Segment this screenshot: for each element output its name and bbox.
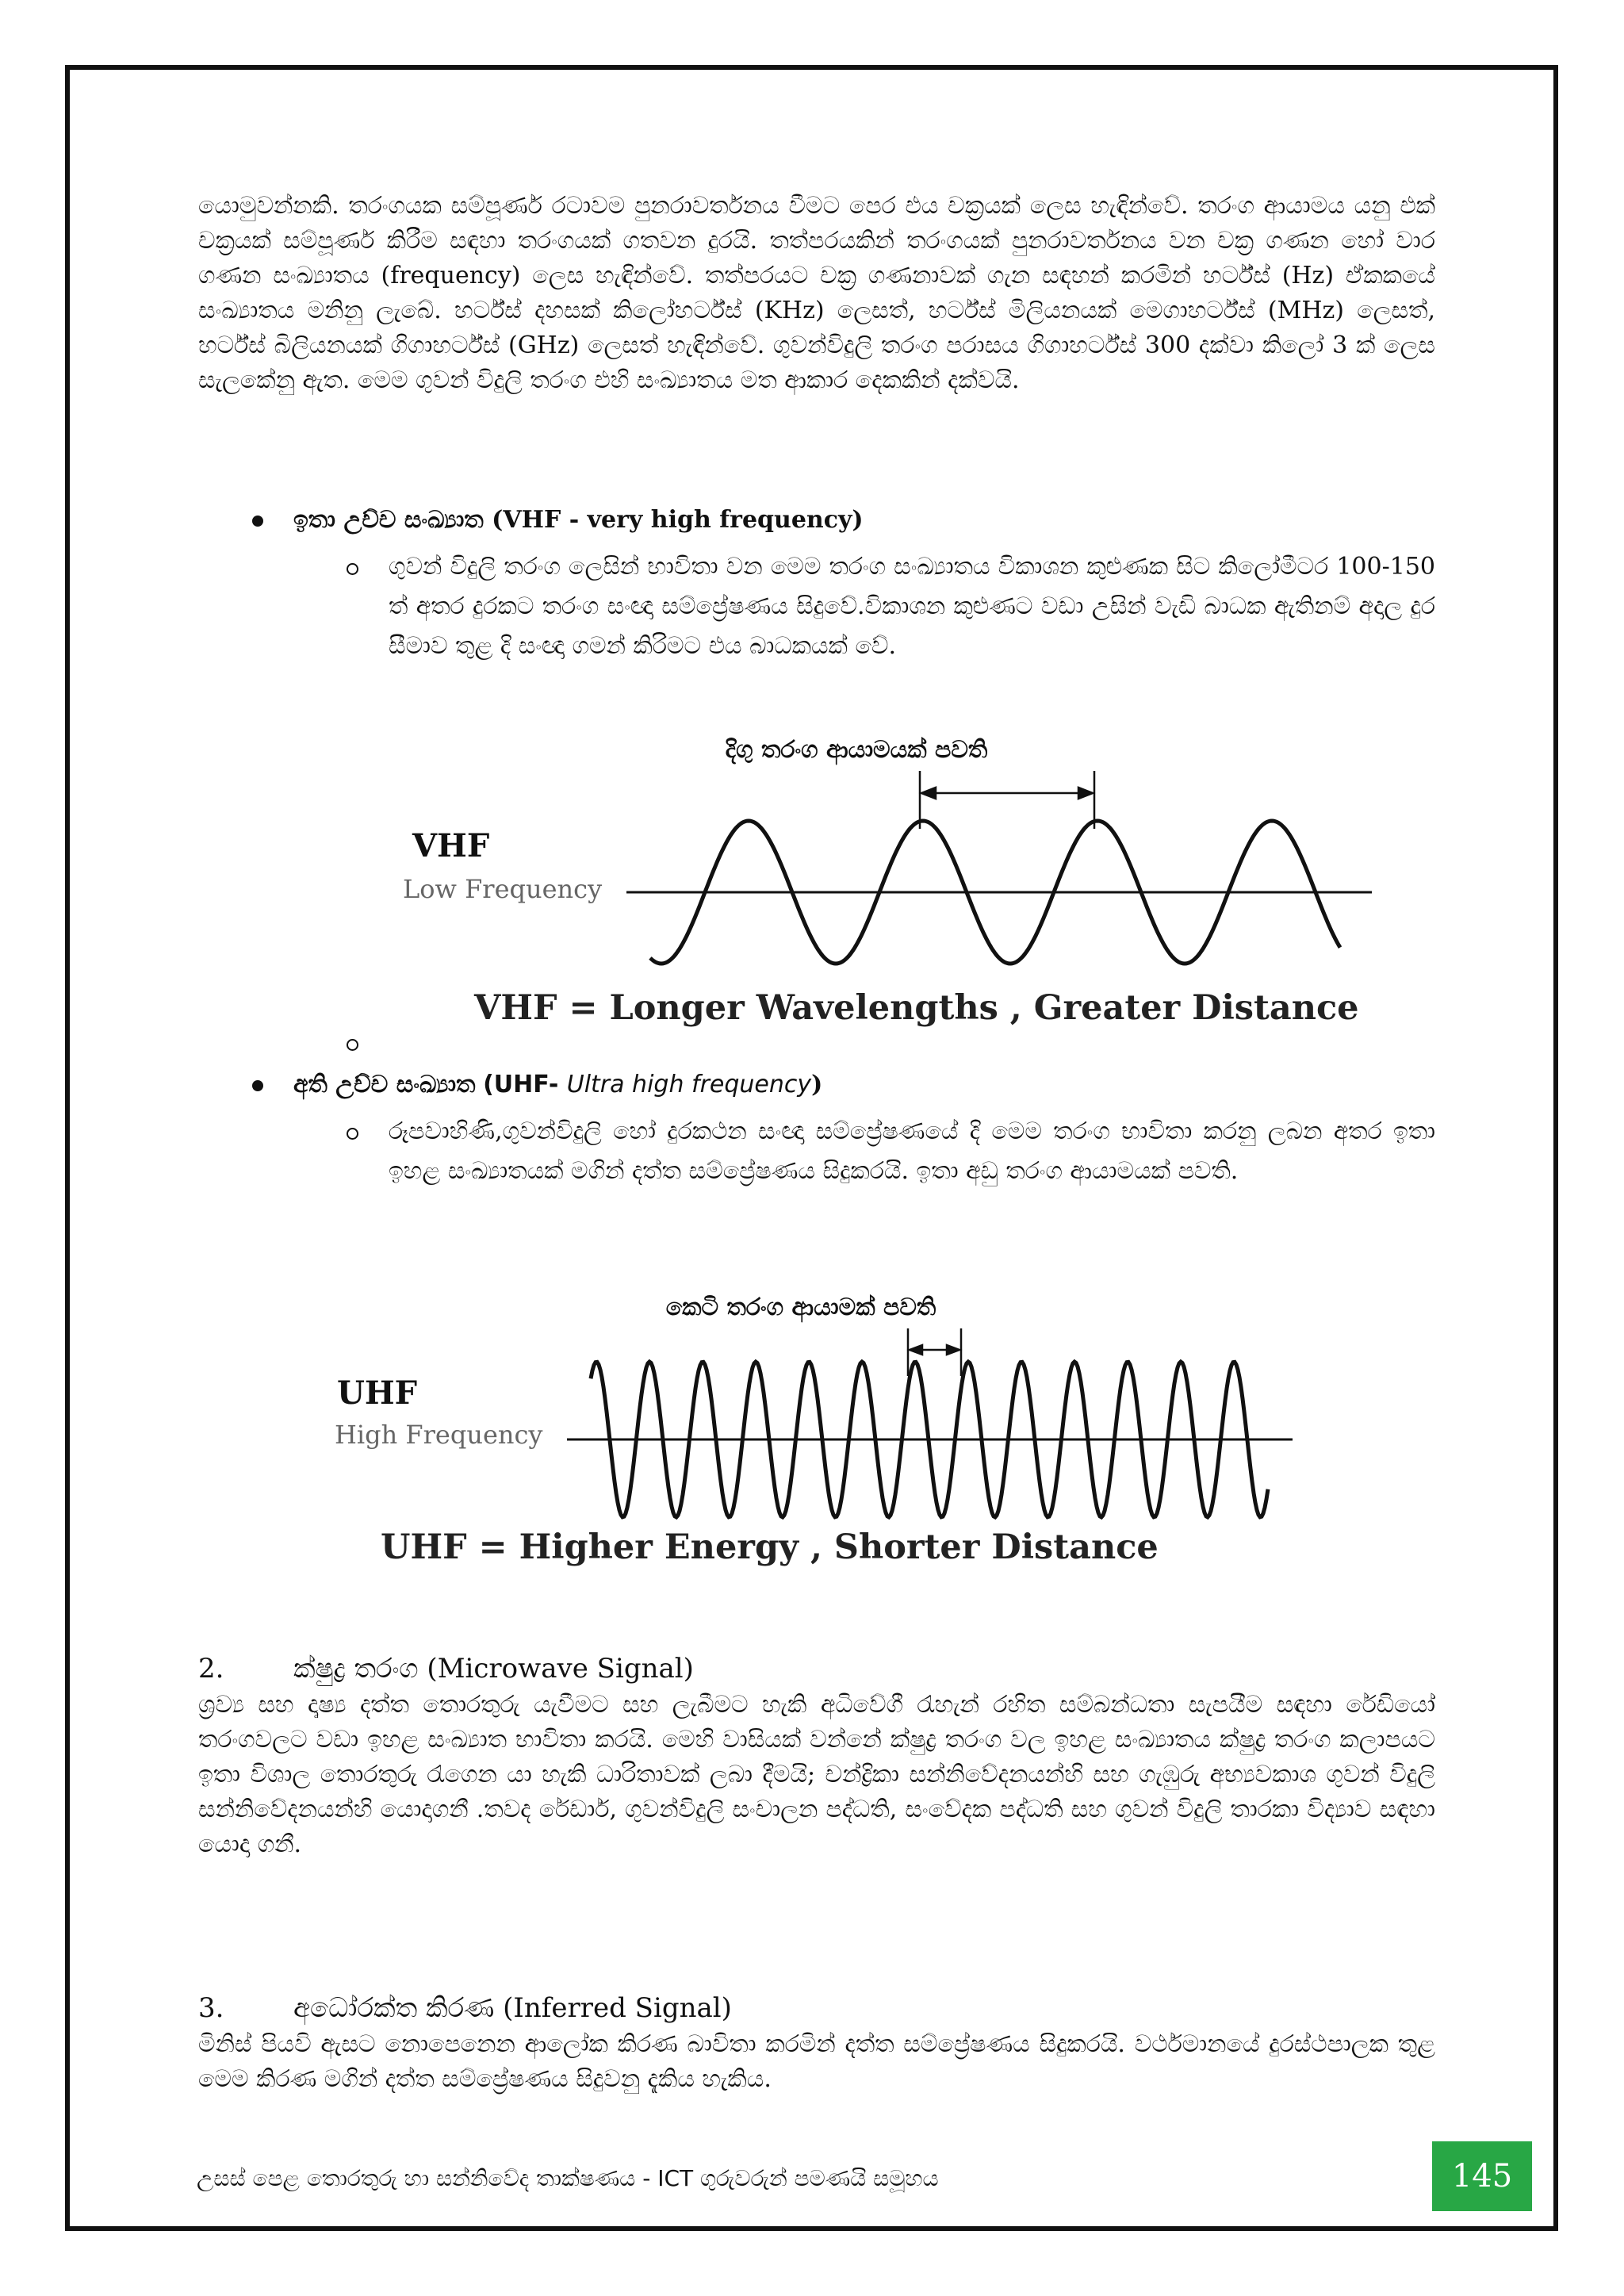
uhf-bullet-dot	[252, 1080, 263, 1091]
vhf-sublabel: Low Frequency	[403, 874, 603, 904]
uhf-sub-marker	[347, 1128, 358, 1140]
vhf-heading: ඉතා උච්ච සංඛ්‍යාත (VHF - very high frequency)	[293, 506, 864, 534]
vhf-empty-marker	[347, 1039, 358, 1051]
uhf-caption: UHF = Higher Energy , Shorter Distance	[381, 1527, 1159, 1567]
vhf-diagram	[389, 714, 1388, 1047]
uhf-heading-bold: (UHF-	[483, 1071, 567, 1098]
vhf-label: VHF	[412, 827, 490, 864]
section-3-body: මිනිස් පියවි ඇසට නොපෙනෙන ආලෝක කිරණ බාවිතා කරමින් දත්ත සම්ප්‍රේෂණය සිදුකරයි. වර්ථමානයේ දුරස්ථපාලක තුළ මෙම කිරණ මගින් දත්ත සම්ප්‍රේෂණය සිදුවනු දැකිය හැකිය.	[198, 2030, 1435, 2093]
section-2-body: ශ්‍රව්‍ය සහ දෘෂ්‍ය දත්ත තොරතුරු යැවීමට සහ ලැබීමට හැකි අධිවේගී රැහැන් රහිත සම්බන්ධතා සැපයීම සඳහා රේඩියෝ තරංගවලට වඩා ඉහළ සංඛ්‍යාත භාවිතා කරයි. මෙහි වාසියක් වන්නේ ක්ෂුද්‍ර තරංග වල ඉහළ සංඛ්‍යාතය ක්ෂුද්‍ර තරංග කලාපයට ඉතා විශාල තොරතුරු රැගෙන යා හැකි ධාරිතාවක් ලබා දීමයි; චන්ද්‍රිකා සන්නිවේදනයන්හි සහ ගැඹුරු අභ්‍යවකාශ ගුවන් විදුලි සන්නිවේදනයන්හි යොදාගනී .තවද රේඩාර්, ගුවන්විදුලි සංචාලන පද්ධති, සංවේදක පද්ධති සහ ගුවන් විදුලි තාරකා විද්‍යාව සඳහා යොදා ගනී.	[198, 1691, 1435, 1858]
uhf-sublabel: High Frequency	[335, 1420, 543, 1450]
section-2-title: ක්ෂුද්‍ර තරංග (Microwave Signal)	[293, 1653, 694, 1685]
uhf-heading-italic: Ultra high frequency	[566, 1071, 812, 1098]
vhf-bullet-dot	[252, 516, 263, 527]
vhf-caption: VHF = Longer Wavelengths , Greater Distance	[474, 988, 1359, 1028]
wavelength-marker	[908, 1328, 961, 1376]
footer-text: උසස් පෙළ තොරතුරු හා සන්නිවේද තාක්ෂණය - ICT ගුරුවරුන් පමණයි සමූහය	[197, 2165, 939, 2191]
uhf-diagram	[317, 1261, 1348, 1594]
section-2-number: 2.	[198, 1653, 224, 1685]
vhf-description: ගුවන් විදුලි තරංග ලෙසින් භාවිතා වන මෙම තරංග සංඛ්‍යාතය විකාශන කුළුණක සිට කිලෝමීටර 100-150 ත් අතර දුරකට තරංග සංඥා සම්ප්‍රේෂණය සිදුවේ.විකාශන කුළුණට වඩා උසින් වැඩි බාධක ඇතිනම් අදාල දුර සීමාව තුළ දි සංඥා ගමන් කිරිමට එය බාධකයක් වේ.	[389, 553, 1435, 660]
section-3-title: අධෝරක්ත කිරණ (Inferred Signal)	[293, 1992, 732, 2024]
wavelength-marker	[920, 771, 1094, 829]
uhf-description: රූපවාහිණි,ගුවන්විදුලි හෝ දුරකථන සංඥා සම්ප්‍රේෂණයේ දි මෙම තරංග භාවිතා කරනු ලබන අතර ඉතා ඉහළ සංඛ්‍යාතයක් මගින් දත්ත සම්ප්‍රේෂණය සිදුකරයි. ඉතා අඩු තරංග ආයාමයක් පවති.	[389, 1117, 1435, 1185]
vhf-sub-marker	[347, 563, 358, 575]
uhf-label: UHF	[337, 1374, 418, 1412]
section-3-number: 3.	[198, 1992, 224, 2024]
uhf-heading-close: )	[811, 1071, 823, 1098]
uhf-heading	[293, 1068, 1324, 1102]
page-number-badge: 145	[1432, 2141, 1532, 2211]
intro-paragraph: යොමුවන්නකි. තරංගයක සම්පූර්ණ රටාවම පුනරාවර්තනය වීමට පෙර එය චක්‍රයක් ලෙස හැඳින්වේ. තරංග ආයාමය යනු එක් චක්‍රයක් සම්පූර්ණ කිරීම සඳහා තරංගයක් ගතවන දුරයි. තත්පරයකින් තරංගයක් පුනරාවර්තනය වන චක්‍ර ගණන හෝ වාර ගණන සංඛ්‍යාතය (frequency) ලෙස හැඳින්වේ. තත්පරයට චක්‍ර ගණනාවක් ගැන සඳහන් කරමින් හර්ට්ස් (Hz) ඒකකයේ සංඛ්‍යාතය මනිනු ලැබේ. හර්ට්ස් දහසක් කිලෝහර්ට්ස් (KHz) ලෙසත්, හර්ට්ස් මිලියනයක් මෙගාහර්ට්ස් (MHz) ලෙසත්, හර්ට්ස් බිලියනයක් ගිගාහර්ට්ස් (GHz) ලෙසත් හැඳින්වේ. ගුවන්විදුලි තරංග පරාසය ගිගාහර්ට්ස් 300 දක්වා කිලෝ 3 ක් ලෙස සැලකේනු ඇත. මෙම ගුවන් විදුලි තරංග එහි සංඛ්‍යාතය මත ආකාර දෙකකින් දක්වයි.	[198, 192, 1435, 394]
uhf-heading-sinhala: අති උච්ච සංඛ්‍යාත	[293, 1071, 476, 1098]
vhf-annotation: දිගු තරංග ආයාමයක් පවති	[725, 736, 988, 764]
uhf-annotation: කෙටි තරංග ආයාමක් පවති	[665, 1294, 936, 1321]
